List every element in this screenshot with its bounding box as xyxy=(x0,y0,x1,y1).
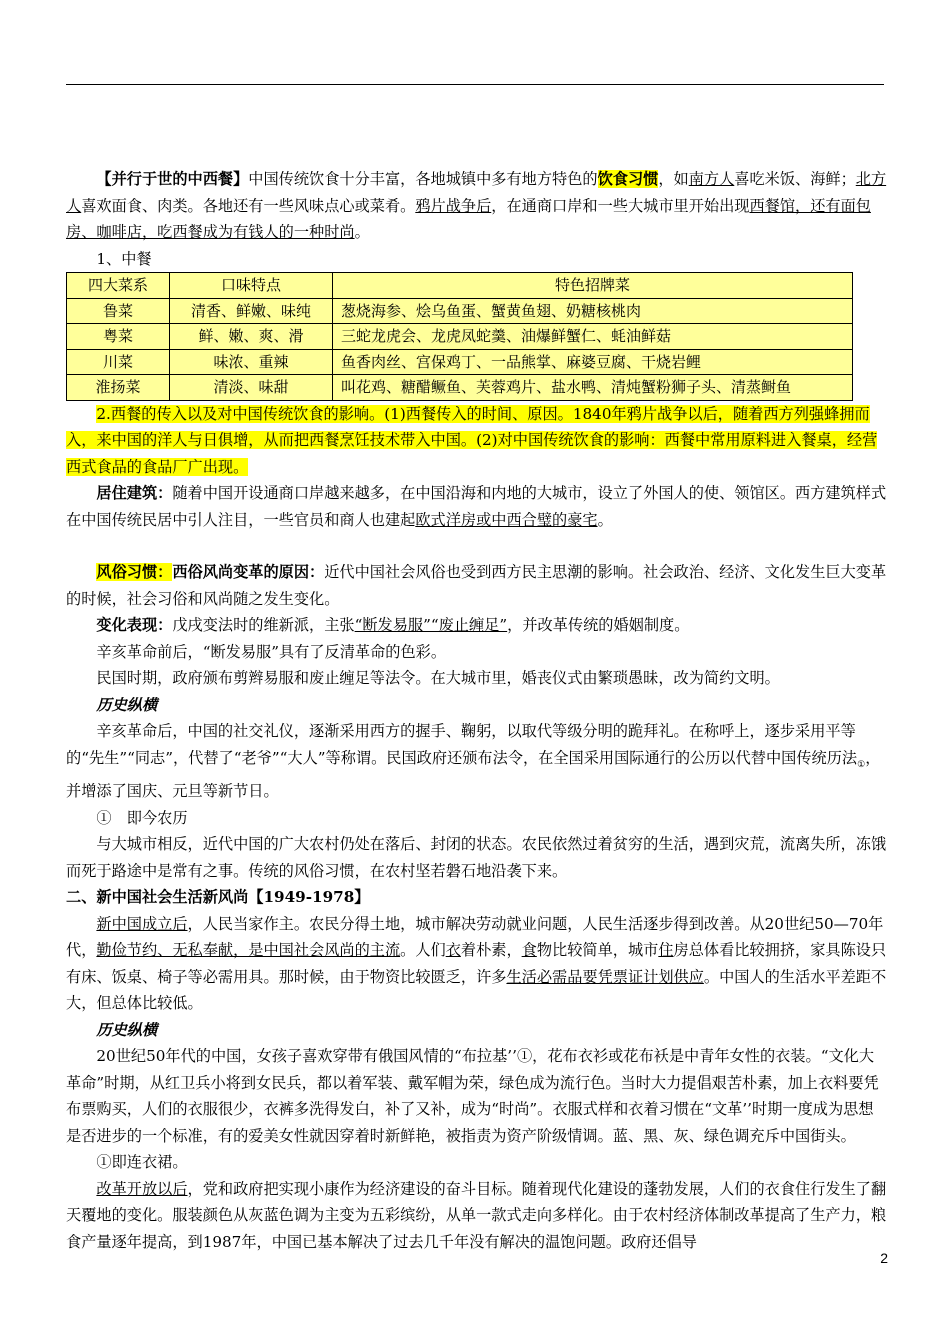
table-header: 四大菜系 xyxy=(67,273,170,299)
page-number: 2 xyxy=(880,1250,888,1266)
table-cell: 粤菜 xyxy=(67,324,170,350)
paragraph: 与大城市相反，近代中国的广大农村仍处在落后、封闭的状态。农民依然过着贫穷的生活，遇到灾荒，流离失所，冻饿而死于路途中是常有之事。传统的风俗习惯，在农村坚若磐石地沿袭下来。 xyxy=(66,835,887,880)
footnote: ①即连衣裙。 xyxy=(96,1153,188,1172)
document-body xyxy=(66,166,888,1255)
table-cell: 鱼香肉丝、宫保鸡丁、一品熊掌、麻婆豆腐、干烧岩鲤 xyxy=(333,349,853,375)
footnote-marker: ① xyxy=(857,759,866,770)
paragraph: 辛亥革命后，中国的社交礼仪，逐渐采用西方的握手、鞠躬，以取代等级分明的跪拜礼。在称呼上，逐步采用平等的“先生”“同志”，代替了“老爷”“大人”等称谓。民国政府还颁布法令，在全国采用国际通行的公历以代替中国传统历法$_①$，并增添了国庆、元旦等新节日。 xyxy=(66,722,881,801)
table-row xyxy=(67,324,853,350)
highlighted-term: 饮食习惯 xyxy=(597,170,659,188)
cuisine-table xyxy=(66,272,853,401)
paragraph-reform: 改革开放以后，党和政府把实现小康作为经济建设的奋斗目标。随着现代化建设的蓬勃发展，人们的衣食住行发生了翻天覆地的变化。服装颜色从灰蓝色调为主变为五彩缤纷，从单一款式走向多样化。由于农村经济体制改革提高了生产力，粮食产量逐年提高，到1987年，中国已基本解决了过去几千年没有解决的温饱问题。政府还倡导 xyxy=(66,1179,887,1251)
blank-line xyxy=(66,533,888,559)
section-heading: 二、新中国社会生活新风尚【1949-1978】 xyxy=(66,888,370,907)
paragraph-customs: 风俗习惯：西俗风尚变革的原因：近代中国社会风俗也受到西方民主思潮的影响。社会政治、经济、文化发生巨大变革的时候，社会习俗和风尚随之发生变化。 xyxy=(66,563,887,608)
table-cell: 葱烧海参、烩乌鱼蛋、蟹黄鱼翅、奶糖核桃肉 xyxy=(333,298,853,324)
table-header: 口味特点 xyxy=(170,273,333,299)
table-cell: 淮扬菜 xyxy=(67,375,170,401)
paragraph-housing: 居住建筑：随着中国开设通商口岸越来越多，在中国沿海和内地的大城市，设立了外国人的使、领馆区。西方建筑样式在中国传统民居中引人注目，一些官员和商人也建起欧式洋房或中西合璧的豪宅。 xyxy=(66,484,887,529)
paragraph-chinese-western-food: 【并行于世的中西餐】中国传统饮食十分丰富，各地城镇中多有地方特色的饮食习惯，如南方人喜吃米饭、海鲜；北方人喜欢面食、肉类。各地还有一些风味点心或菜肴。鸦片战争后，在通商口岸和一些大城市里开始出现西餐馆，还有面包房、咖啡店，吃西餐成为有钱人的一种时尚。 xyxy=(66,170,887,241)
table-cell: 鲜、嫩、爽、滑 xyxy=(170,324,333,350)
history-heading: 历史纵横 xyxy=(96,695,158,714)
table-cell: 川菜 xyxy=(67,349,170,375)
table-cell: 味浓、重辣 xyxy=(170,349,333,375)
table-row xyxy=(67,349,853,375)
table-cell: 鲁菜 xyxy=(67,298,170,324)
table-header: 特色招牌菜 xyxy=(333,273,853,299)
paragraph: 民国时期，政府颁布剪辫易服和废止缠足等法令。在大城市里，婚丧仪式由繁琐愚昧，改为简约文明。 xyxy=(96,669,780,687)
footnote: ① 即今农历 xyxy=(96,808,188,827)
table-row xyxy=(67,298,853,324)
table-cell: 三蛇龙虎会、龙虎凤蛇羹、油爆鲜蟹仁、蚝油鲜菇 xyxy=(333,324,853,350)
header-rule xyxy=(66,84,884,85)
history-heading: 历史纵横 xyxy=(96,1020,158,1039)
table-cell: 叫花鸡、糖醋鳜鱼、芙蓉鸡片、盐水鸭、清炖蟹粉狮子头、清蒸鲥鱼 xyxy=(333,375,853,401)
table-row xyxy=(67,375,853,401)
section-title: 【并行于世的中西餐】 xyxy=(96,170,249,188)
table-cell: 清淡、味甜 xyxy=(170,375,333,401)
paragraph-new-china: 新中国成立后，人民当家作主。农民分得土地，城市解决劳动就业问题，人民生活逐步得到改善。从20世纪50—70年代，勤俭节约、无私奉献，是中国社会风尚的主流。人们衣着朴素，食物比较简单，城市住房总体看比较拥挤，家具陈设只有床、饭桌、椅子等必需用具。那时候，由于物资比较匮乏，许多生活必需品要凭票证计划供应。中国人的生活水平差距不大，但总体比较低。 xyxy=(66,914,887,1013)
paragraph-changes: 变化表现：戊戌变法时的维新派，主张“断发易服”“废止缠足”，并改革传统的婚姻制度。 xyxy=(96,616,690,634)
subheading-chinese-food: 1、中餐 xyxy=(96,249,152,268)
paragraph-western-food: 2.西餐的传入以及对中国传统饮食的影响。(1)西餐传入的时间、原因。1840年鸦片战争以后，随着西方列强蜂拥而入，来中国的洋人与日俱增，从而把西餐烹饪技术带入中国。(2)对中国传统饮食的影响：西餐中常用原料进入餐桌，经营西式食品的食品厂广出现。 xyxy=(66,404,878,476)
paragraph: 辛亥革命前后，“断发易服”具有了反清革命的色彩。 xyxy=(96,642,447,661)
table-cell: 清香、鲜嫩、味纯 xyxy=(170,298,333,324)
table-header-row xyxy=(67,273,853,299)
paragraph: 20世纪50年代的中国，女孩子喜欢穿带有俄国风情的“布拉基’’①，花布衣衫或花布袄是中青年女性的衣装。“文化大革命”时期，从红卫兵小将到女民兵，都以着军装、戴军帽为荣，绿色成为流行色。当时大力提倡艰苦朴素，加上衣料要凭布票购买，人们的衣服很少，衣裤多洗得发白，补了又补，成为“时尚”。衣服式样和衣着习惯在“文革’’时期一度成为思想是否进步的一个标准，有的爱美女性就因穿着时新鲜艳，被指责为资产阶级情调。蓝、黑、灰、绿色调充斥中国街头。 xyxy=(66,1047,879,1145)
